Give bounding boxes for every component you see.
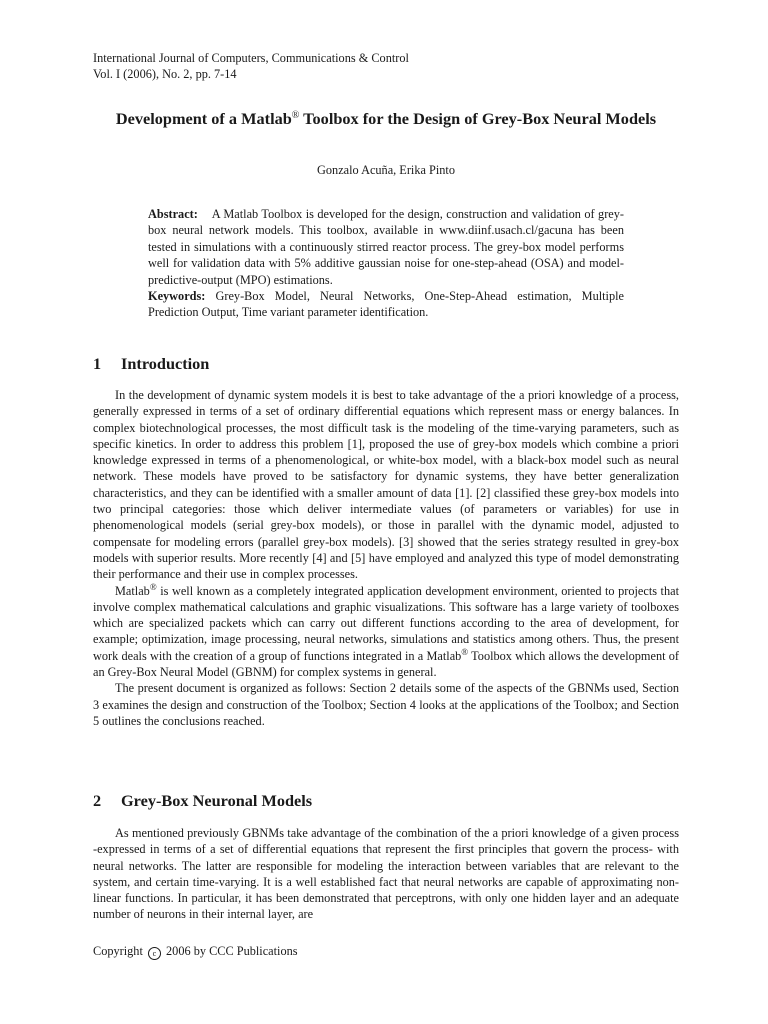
keywords-paragraph <box>148 288 624 321</box>
abstract-paragraph <box>148 206 624 288</box>
registered-mark: ® <box>461 646 469 657</box>
copyright-icon: c <box>148 947 161 960</box>
abstract-text-1: A Matlab Toolbox is developed for the design, construction and validation of grey-box neural network models. This toolbox, available in <box>148 207 625 238</box>
introduction-body <box>93 387 679 729</box>
abstract-block <box>148 206 624 321</box>
copyright-footer <box>93 944 298 960</box>
keywords-text: Grey-Box Model, Neural Networks, One-Step-Ahead estimation, Multiple Prediction Output, Time variant parameter identification. <box>148 289 624 320</box>
journal-name: International Journal of Computers, Communications & Control <box>93 51 409 65</box>
intro-paragraph-2 <box>93 583 679 681</box>
section-number: 2 <box>93 791 102 810</box>
keywords-label: Keywords: <box>148 289 206 304</box>
intro-paragraph-1: In the development of dynamic system models it is best to take advantage of the a priori knowledge of a process, generally expressed in terms of a set of ordinary differential equations which represent mass or energy balances. In complex biotechnological processes, the most difficult task is the modeling of the time-varying parameters, such as specific kinetics. In order to address this problem [1], proposed the use of grey-box models which combine a priori knowledge expressed in terms of a phenomenological, or white-box model, with a black-box model such as neural network. These models have proved to be satisfactory for dynamic systems, they have better generalization characteristics, and they can be identified with a smaller amount of data [1]. [2] classified these grey-box models into two principal categories: those which deliver intermediate values (of parameters or variables) for use in phenomenological models (serial grey-box models), or those in parallel with the dynamic model, adjusted to compensate for modeling errors (parallel grey-box models). [3] showed that the series strategy resulted in grey-box models with superior results. More recently [4] and [5] have employed and analyzed this type of model demonstrating their performance and their use in complex processes. <box>93 388 679 582</box>
p2-start: Matlab <box>115 583 150 598</box>
journal-header <box>93 50 409 82</box>
abstract-url: www.diinf.usach.cl/gacuna <box>439 223 573 238</box>
copyright-label: Copyright <box>93 944 143 958</box>
grey-box-body <box>93 825 679 923</box>
section-title: Grey-Box Neuronal Models <box>121 791 313 810</box>
intro-paragraph-3: The present document is organized as follows: Section 2 details some of the aspects of the GBNMs used, Section 3 examines the design and construction of the Toolbox; Section 4 looks at the applications of the Toolbox; and Section 5 outlines the conclusions reached. <box>93 681 679 728</box>
section-heading-introduction <box>93 355 209 373</box>
registered-mark: ® <box>291 110 300 121</box>
journal-volume: Vol. I (2006), No. 2, pp. 7-14 <box>93 67 237 81</box>
paper-authors: Gonzalo Acuña, Erika Pinto <box>317 163 455 177</box>
p2-end: Toolbox which allows the development of an Grey-Box Neural Model (GBNM) for complex systems in general. <box>93 648 679 680</box>
abstract-label: Abstract: <box>148 207 198 221</box>
section-heading-grey-box <box>93 792 312 810</box>
p2-middle: is well known as a completely integrated application development environment, oriented to projects that involve complex mathematical calculations and graphic visualizations. This software has a large variety of toolboxes which are specialized packets which can carry out different functions according to the area of development, for example; optimization, image processing, neural networks, simulations and statistics among others. Thus, the present work deals with the creation of a group of functions integrated in a Matlab <box>93 583 679 663</box>
copyright-text: 2006 by CCC Publications <box>166 944 298 958</box>
registered-mark: ® <box>149 581 157 592</box>
abstract-text-2: has been tested in simulations with a continuously stirred reactor process. The grey-box model performs well for validation data with 5% additive gaussian noise for one-step-ahead (OSA) and model-predictive-output (MPO) estimations. <box>148 223 624 287</box>
paper-title <box>93 110 679 127</box>
grey-paragraph-1: As mentioned previously GBNMs take advantage of the combination of the a priori knowledge of a given process -expressed in terms of a set of differential equations that represent the first principles that govern the process- with neural networks. The latter are responsible for modeling the interaction between variables that are relevant to the system, and certain time-varying. It is a well established fact that neural networks are capable of approximating non-linear functions. In particular, it has been demonstrated that perceptrons, with only one hidden layer and an adequate number of neurons in their internal layer, are <box>93 826 679 922</box>
section-number: 1 <box>93 354 102 373</box>
title-part-1: Development of a Matlab <box>115 109 292 128</box>
section-title: Introduction <box>121 354 210 373</box>
title-part-2: Toolbox for the Design of Grey-Box Neural Models <box>299 109 657 128</box>
